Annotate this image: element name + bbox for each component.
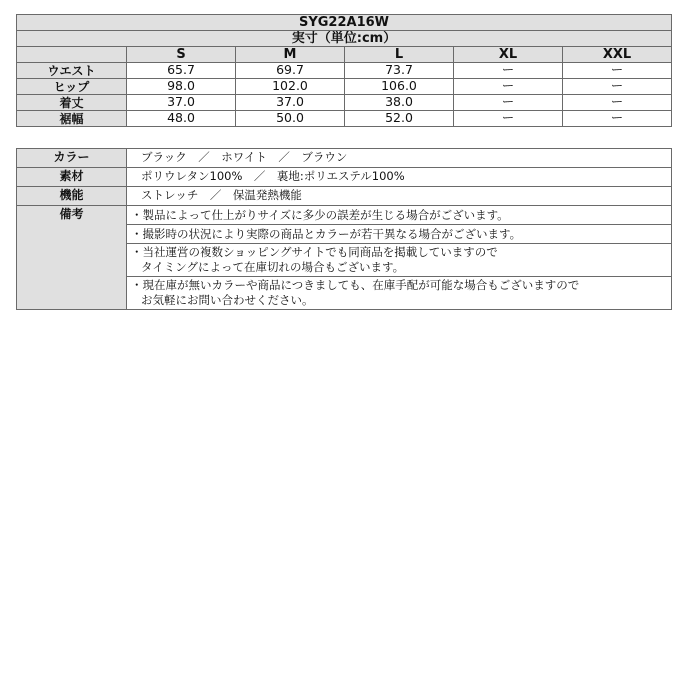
spec-label: 機能: [17, 187, 127, 206]
size-value: ー: [563, 111, 672, 127]
spec-row-function: [17, 187, 672, 206]
size-value: 37.0: [127, 95, 236, 111]
size-header: L: [345, 47, 454, 63]
size-value: ー: [454, 95, 563, 111]
note-text: ・撮影時の状況により実際の商品とカラーが若干異なる場合がございます。: [131, 226, 522, 241]
function-value: ストレッチ ／ 保温発熱機能: [127, 187, 672, 206]
size-header: XXL: [563, 47, 672, 63]
size-value: 69.7: [236, 63, 345, 79]
size-value: ー: [563, 95, 672, 111]
note-item: [127, 206, 672, 225]
spec-table: [16, 148, 672, 310]
size-value: 52.0: [345, 111, 454, 127]
note-item: [127, 244, 672, 277]
note-text: ・製品によって仕上がりサイズに多少の誤差が生じる場合がございます。: [131, 207, 509, 222]
unit-label: 実寸（単位:cm）: [17, 31, 672, 47]
note-text: タイミングによって在庫切れの場合もございます。: [141, 260, 405, 274]
size-header: S: [127, 47, 236, 63]
product-code: SYG22A16W: [17, 15, 672, 31]
size-value: ー: [454, 79, 563, 95]
size-value: 106.0: [345, 79, 454, 95]
size-header: XL: [454, 47, 563, 63]
note-item: [127, 225, 672, 244]
size-header: M: [236, 47, 345, 63]
size-value: 98.0: [127, 79, 236, 95]
spec-label: 素材: [17, 168, 127, 187]
size-value: 48.0: [127, 111, 236, 127]
size-value: ー: [454, 63, 563, 79]
table-row: [17, 79, 672, 95]
spec-label: 備考: [17, 206, 127, 310]
spec-row-note: [17, 206, 672, 225]
size-value: ー: [454, 111, 563, 127]
size-value: 38.0: [345, 95, 454, 111]
table-row: [17, 95, 672, 111]
row-label: 裾幅: [17, 111, 127, 127]
spec-row-material: [17, 168, 672, 187]
size-table: [16, 14, 672, 127]
size-value: ー: [563, 63, 672, 79]
size-value: 50.0: [236, 111, 345, 127]
size-header-row: [17, 47, 672, 63]
material-value: ポリウレタン100% ／ 裏地:ポリエステル100%: [127, 168, 672, 187]
spec-row-color: [17, 149, 672, 168]
spec-label: カラー: [17, 149, 127, 168]
table-row: [17, 63, 672, 79]
corner-cell: [17, 47, 127, 63]
note-text: ・現在庫が無いカラーや商品につきましても、在庫手配が可能な場合もございますので: [131, 278, 580, 292]
row-label: ヒップ: [17, 79, 127, 95]
note-item: [127, 277, 672, 310]
size-value: ー: [563, 79, 672, 95]
row-label: 着丈: [17, 95, 127, 111]
row-label: ウエスト: [17, 63, 127, 79]
note-text: ・当社運営の複数ショッピングサイトでも同商品を掲載していますので: [131, 245, 498, 259]
size-value: 102.0: [236, 79, 345, 95]
size-value: 37.0: [236, 95, 345, 111]
note-text: お気軽にお問い合わせください。: [141, 293, 314, 307]
color-value: ブラック ／ ホワイト ／ ブラウン: [127, 149, 672, 168]
size-value: 65.7: [127, 63, 236, 79]
table-row: [17, 111, 672, 127]
size-value: 73.7: [345, 63, 454, 79]
